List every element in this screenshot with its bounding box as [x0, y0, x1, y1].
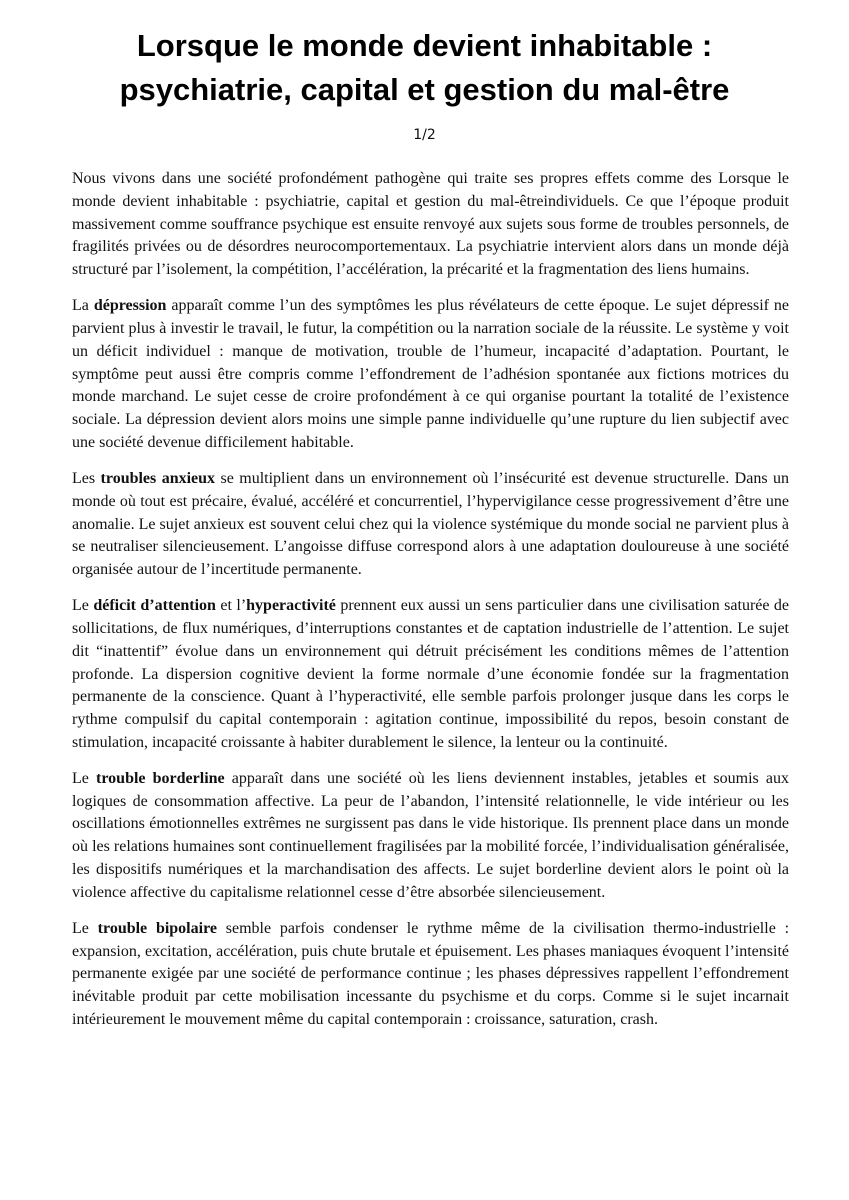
- paragraph-text: se multiplient dans un environnement où l’insécurité est devenue structurelle. Dans un monde où tout est précaire, évalué, accéléré et concurrentiel, l’hypervigilance cesse progressivement d’être une anomalie. Le sujet anxieux est souvent celui chez qui la violence systémique du monde social ne parvient plus à se neutraliser silencieusement. L’angoisse diffuse correspond alors à une adaptation douloureuse à une société organisée autour de l’incertitude permanente.: [72, 469, 789, 579]
- paragraph-text: semble parfois condenser le rythme même de la civilisation thermo-industrielle : expansion, excitation, accélération, puis chute brutale et épuisement. Les phases maniaques évoquent l’intensité permanente exigée par une société de performance continue ; les phases dépressives rappellent l’effondrement inévitable produit par cette mobilisation incessante du psychisme et du corps. Comme si le sujet incarnait intérieurement le mouvement même du capital contemporain : croissance, saturation, crash.: [72, 919, 790, 1029]
- term-anxiety: troubles anxieux: [100, 469, 216, 487]
- article-body: [72, 168, 789, 1045]
- term-bipolar: trouble bipolaire: [97, 919, 217, 937]
- title-line-1: Lorsque le monde devient inhabitable :: [136, 28, 713, 63]
- paragraph-intro: Nous vivons dans une société profondément pathogène qui traite ses propres effets comme des Lorsque le monde devient inhabitable : psychiatrie, capital et gestion du mal-êtreindividuels. Ce que l’époque produit massivement comme souffrance psychique est ensuite renvoyé aux sujets sous forme de troubles personnels, de fragilités privées ou de désordres neurocomportementaux. La psychiatrie intervient alors dans un monde déjà structuré par l’isolement, la compétition, l’accélération, la précarité et la fragmentation des liens humains.: [72, 170, 789, 279]
- term-borderline: trouble borderline: [96, 769, 225, 787]
- document-title: [40, 24, 809, 112]
- paragraph-text: Le: [72, 919, 98, 937]
- paragraph-text: La: [72, 297, 94, 315]
- term-attention-deficit: déficit d’attention: [93, 597, 216, 615]
- page-number: 1/2: [413, 127, 436, 143]
- title-line-2: psychiatrie, capital et gestion du mal-être: [119, 72, 730, 107]
- paragraph-text: Les: [72, 469, 101, 487]
- paragraph-anxiety: [72, 468, 789, 582]
- paragraph-adhd: [72, 595, 789, 755]
- paragraph-text: apparaît dans une société où les liens deviennent instables, jetables et soumis aux logiques de consommation affective. La peur de l’abandon, l’intensité relationnelle, le vide intérieur ou les oscillations émotionnelles extrêmes ne surgissent pas dans le vide historique. Ils prennent place dans un monde où les relations humaines sont continuellement fragilisées par la mobilité forcée, l’individualisation généralisée, les dispositifs numériques et la marchandisation des affects. Le sujet borderline devient alors le point où la violence affective du capitalisme relationnel cesse d’être absorbée silencieusement.: [72, 769, 789, 901]
- paragraph-text: et l’: [215, 597, 247, 615]
- term-hyperactivity: hyperactivité: [246, 597, 336, 615]
- term-depression: dépression: [93, 297, 167, 315]
- paragraph-bipolar: [72, 918, 789, 1032]
- paragraph-text: Le: [72, 597, 94, 615]
- paragraph-text: apparaît comme l’un des symptômes les plus révélateurs de cette époque. Le sujet dépressif ne parvient plus à investir le travail, le futur, la compétition ou la narration sociale de la réussite. Le système y voit un déficit individuel : manque de motivation, trouble de l’humeur, incapacité d’adaptation. Pourtant, le symptôme peut aussi être compris comme l’effondrement de l’adhésion spontanée aux fictions motrices du monde marchand. Le sujet cesse de croire profondément à ce qui organise pourtant la totalité de l’existence sociale. La dépression devient alors moins une simple panne individuelle qu’une rupture du lien subjectif avec une société devenue difficilement habitable.: [72, 297, 790, 451]
- paragraph-text: Le: [72, 769, 97, 787]
- paragraph-depression: [72, 295, 789, 455]
- paragraph-text: prennent eux aussi un sens particulier dans une civilisation saturée de sollicitations, de flux numériques, d’interruptions constantes et de captation industrielle de l’attention. Le sujet dit “inattentif” évolue dans un environnement qui détruit précisément les conditions mêmes de l’attention profonde. La dispersion cognitive devient la forme normale d’une économie fondée sur la fragmentation permanente de la conscience. Quant à l’hyperactivité, elle semble parfois prolonger jusque dans les corps le rythme compulsif du capital contemporain : agitation continue, impossibilité du repos, besoin constant de stimulation, incapacité croissante à habiter durablement le silence, la lenteur ou la continuité.: [72, 597, 790, 751]
- paragraph-borderline: [72, 768, 789, 905]
